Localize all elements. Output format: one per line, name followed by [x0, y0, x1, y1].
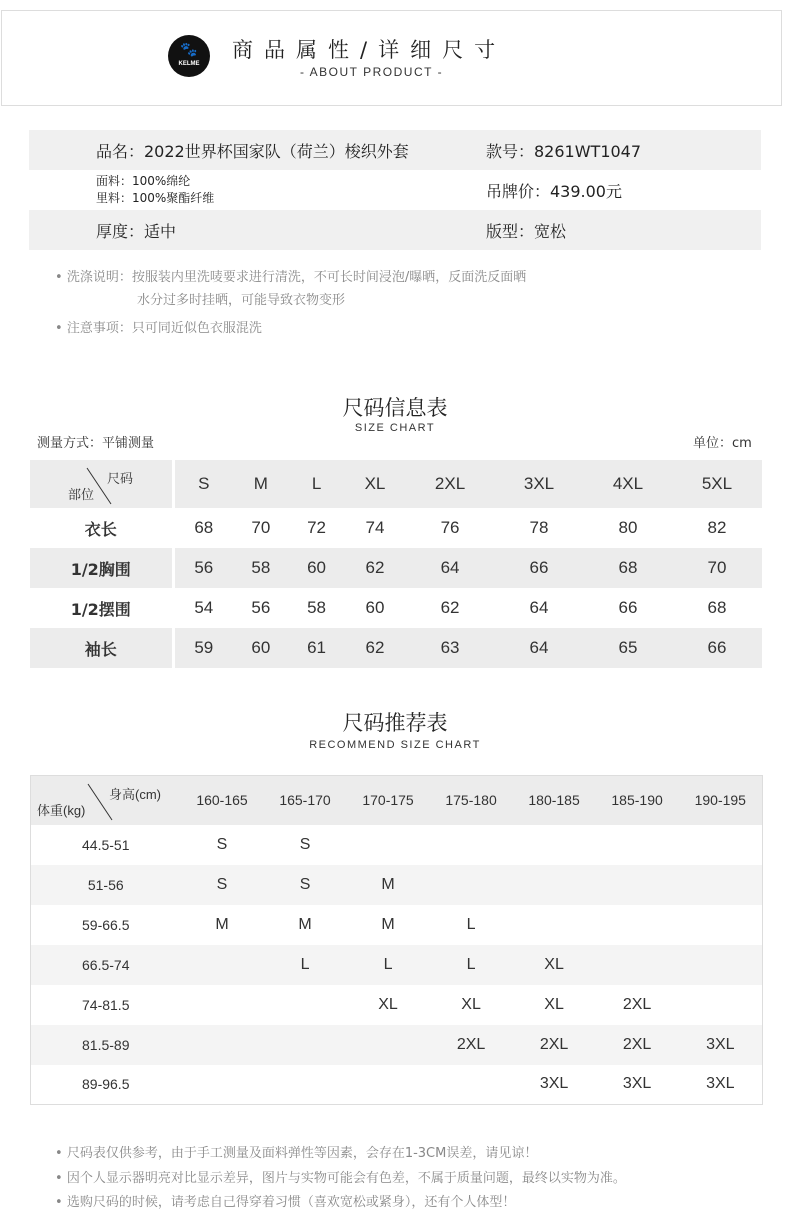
size-value: 64 [406, 548, 495, 588]
size-chart-subtitle: SIZE CHART [354, 422, 436, 434]
size-header: 2XL [406, 460, 495, 508]
height-header: 165-170 [264, 776, 347, 825]
size-value: 54 [194, 598, 214, 617]
size-value: 66 [495, 548, 584, 588]
recommended-size [264, 1065, 347, 1105]
tag-price: 吊牌价：439.00元 [486, 181, 622, 201]
page-subtitle: - ABOUT PRODUCT - [300, 65, 444, 79]
recommended-size: XL [544, 995, 564, 1013]
size-header: XL [344, 460, 405, 508]
recommended-size: 2XL [596, 1025, 679, 1065]
table-row [31, 1065, 763, 1105]
recommended-size [596, 825, 679, 865]
row-label: 1/2胸围 [30, 548, 173, 588]
recommended-size [679, 945, 763, 985]
recommended-size: 3XL [539, 1075, 569, 1093]
weight-label: 66.5-74 [31, 945, 181, 985]
footer-text: 尺码表仅供参考，由于手工测量及面料弹性等因素，会存在1-3CM误差，请见谅！ [66, 1146, 538, 1161]
recommended-size [679, 985, 763, 1025]
table-row [31, 1025, 763, 1065]
product-name: 品名：2022世界杯国家队（荷兰）梭织外套 [96, 141, 409, 161]
corner-cell [30, 460, 173, 508]
table-row [30, 548, 762, 588]
recommended-size [430, 1065, 513, 1105]
size-value: 68 [194, 518, 214, 537]
table-row [30, 508, 762, 548]
wash-note: • 洗涤说明：按服装内里洗唛要求进行清洗，不可长时间浸泡/曝晒，反面洗反面晒 [55, 270, 527, 285]
size-chart-table [30, 460, 763, 668]
size-value: 62 [344, 628, 405, 668]
recommended-size: M [298, 915, 312, 933]
recommended-size: L [347, 945, 430, 985]
weight-label: 51-56 [31, 865, 181, 905]
recommended-size: M [347, 865, 430, 905]
size-value: 62 [440, 598, 460, 617]
size-value: 59 [173, 628, 233, 668]
size-value: 56 [173, 548, 233, 588]
lining: 里料：100%聚酯纤维 [96, 191, 215, 205]
recommend-title: 尺码推荐表 [342, 711, 448, 735]
recommended-size: S [299, 835, 311, 853]
fabric: 面料：100%绵纶 [96, 174, 191, 188]
size-value: 82 [707, 518, 727, 537]
footer-note-3: • 选购尺码的时候，请考虑自己得穿着习惯（喜欢宽松或紧身），还有个人体型！ [55, 1195, 516, 1210]
height-header: 180-185 [513, 776, 596, 825]
size-value: 80 [618, 518, 638, 537]
recommended-size: S [181, 865, 264, 905]
recommended-size [347, 825, 430, 865]
recommended-size: S [216, 835, 228, 853]
recommended-size [596, 945, 679, 985]
caution-text: 只可同近似色衣服混洗 [131, 321, 262, 336]
size-header: M [233, 460, 289, 508]
size-header: S [173, 460, 233, 508]
corner-bottom: 部位 [68, 488, 95, 503]
size-value: 70 [251, 518, 271, 537]
wash-text-2: 水分过多时挂晒，可能导致衣物变形 [137, 293, 346, 308]
kelme-logo [168, 35, 210, 77]
recommended-size [347, 1025, 430, 1065]
table-row [31, 985, 763, 1025]
recommended-size [181, 985, 264, 1025]
height-header: 170-175 [347, 776, 430, 825]
info-row-fit [29, 210, 761, 250]
corner-top: 身高(cm) [109, 787, 161, 803]
size-value: 66 [618, 598, 638, 617]
corner-top: 尺码 [107, 472, 134, 487]
size-value: 63 [406, 628, 495, 668]
size-value: 60 [233, 628, 289, 668]
unit-label: 单位：cm [693, 436, 752, 451]
size-value: 68 [707, 598, 727, 617]
recommended-size: XL [513, 945, 596, 985]
height-header: 185-190 [596, 776, 679, 825]
recommended-size: 3XL [706, 1075, 735, 1093]
table-row [31, 825, 763, 865]
size-value: 65 [583, 628, 672, 668]
recommended-size [596, 865, 679, 905]
row-label: 衣长 [30, 508, 173, 548]
size-header: 3XL [495, 460, 584, 508]
size-value: 61 [289, 628, 345, 668]
table-row [31, 865, 763, 905]
wash-text-1: 按服装内里洗唛要求进行清洗，不可长时间浸泡/曝晒，反面洗反面晒 [131, 270, 527, 285]
weight-label: 44.5-51 [82, 836, 130, 853]
size-value: 66 [672, 628, 761, 668]
recommended-size: L [264, 945, 347, 985]
size-value: 64 [495, 628, 584, 668]
corner-bottom: 体重(kg) [37, 803, 86, 819]
recommended-size [181, 1065, 264, 1105]
table-row [31, 905, 763, 945]
measure-method: 测量方式：平铺测量 [37, 436, 155, 451]
recommended-size: 3XL [679, 1025, 763, 1065]
recommended-size [347, 1065, 430, 1105]
size-value: 58 [233, 548, 289, 588]
height-header: 160-165 [181, 776, 264, 825]
recommended-size [513, 905, 596, 945]
recommended-size [264, 985, 347, 1025]
weight-label: 89-96.5 [82, 1076, 130, 1093]
fit-type: 版型：宽松 [486, 221, 567, 241]
page-title: 商品属性/详细尺寸 [232, 38, 507, 62]
recommended-size: M [381, 915, 395, 933]
recommended-size: 2XL [430, 1025, 513, 1065]
size-value: 68 [583, 548, 672, 588]
size-chart-title: 尺码信息表 [342, 396, 448, 420]
caution-note: • 注意事项：只可同近似色衣服混洗 [55, 321, 262, 336]
recommended-size [264, 1025, 347, 1065]
weight-label: 74-81.5 [82, 996, 130, 1013]
recommended-size: XL [378, 995, 398, 1013]
size-value: 78 [529, 518, 549, 537]
recommend-table [30, 775, 763, 1105]
recommend-header-row [31, 776, 763, 825]
weight-label: 81.5-89 [31, 1025, 181, 1065]
footer-note-1: • 尺码表仅供参考，由于手工测量及面料弹性等因素，会存在1-3CM误差，请见谅！ [55, 1146, 538, 1161]
thickness: 厚度：适中 [96, 221, 177, 241]
footer-note-2: • 因个人显示器明亮对比显示差异，图片与实物可能会有色差，不属于质量问题，最终以实物为准。 [55, 1171, 626, 1186]
recommended-size: 3XL [622, 1075, 652, 1093]
size-header: L [289, 460, 345, 508]
table-row [30, 588, 762, 628]
size-value: 58 [307, 598, 326, 617]
recommended-size: L [466, 915, 476, 933]
recommended-size: XL [461, 995, 481, 1013]
row-label: 袖长 [30, 628, 173, 668]
recommended-size [679, 905, 763, 945]
recommended-size [679, 865, 763, 905]
wash-label: 洗涤说明： [66, 270, 132, 285]
size-value: 72 [307, 518, 326, 537]
table-row [30, 628, 762, 668]
recommended-size [513, 865, 596, 905]
size-header: 5XL [672, 460, 761, 508]
table-row [31, 945, 763, 985]
size-value: 60 [365, 598, 385, 617]
recommended-size [181, 1025, 264, 1065]
corner-cell [31, 776, 181, 825]
size-header-row [30, 460, 762, 508]
size-value: 60 [289, 548, 345, 588]
caution-label: 注意事项： [66, 321, 132, 336]
recommended-size: M [215, 915, 229, 933]
height-header: 190-195 [679, 776, 763, 825]
paw-icon: 🐾 [180, 42, 198, 58]
size-value: 76 [440, 518, 460, 537]
recommended-size [679, 825, 763, 865]
info-row-name [29, 130, 761, 170]
recommended-size [430, 865, 513, 905]
size-value: 64 [529, 598, 549, 617]
size-header: 4XL [583, 460, 672, 508]
recommended-size [596, 905, 679, 945]
weight-label: 59-66.5 [82, 916, 130, 933]
footer-text: 因个人显示器明亮对比显示差异，图片与实物可能会有色差，不属于质量问题，最终以实物为准。 [66, 1171, 626, 1186]
recommend-subtitle: RECOMMEND SIZE CHART [309, 739, 481, 751]
recommended-size [513, 825, 596, 865]
size-value: 56 [251, 598, 271, 617]
size-value: 62 [344, 548, 405, 588]
row-label: 1/2摆围 [30, 588, 173, 628]
size-value: 70 [672, 548, 761, 588]
recommended-size: 2XL [513, 1025, 596, 1065]
style-number: 款号：8261WT1047 [486, 141, 642, 161]
logo-text: KELME [178, 61, 200, 67]
footer-text: 选购尺码的时候，请考虑自己得穿着习惯（喜欢宽松或紧身），还有个人体型！ [66, 1195, 516, 1210]
recommended-size: 2XL [622, 995, 652, 1013]
recommended-size: L [430, 945, 513, 985]
recommended-size [430, 825, 513, 865]
info-row-material [29, 170, 761, 210]
recommended-size: S [264, 865, 347, 905]
size-value: 74 [365, 518, 385, 537]
recommended-size [181, 945, 264, 985]
height-header: 175-180 [430, 776, 513, 825]
